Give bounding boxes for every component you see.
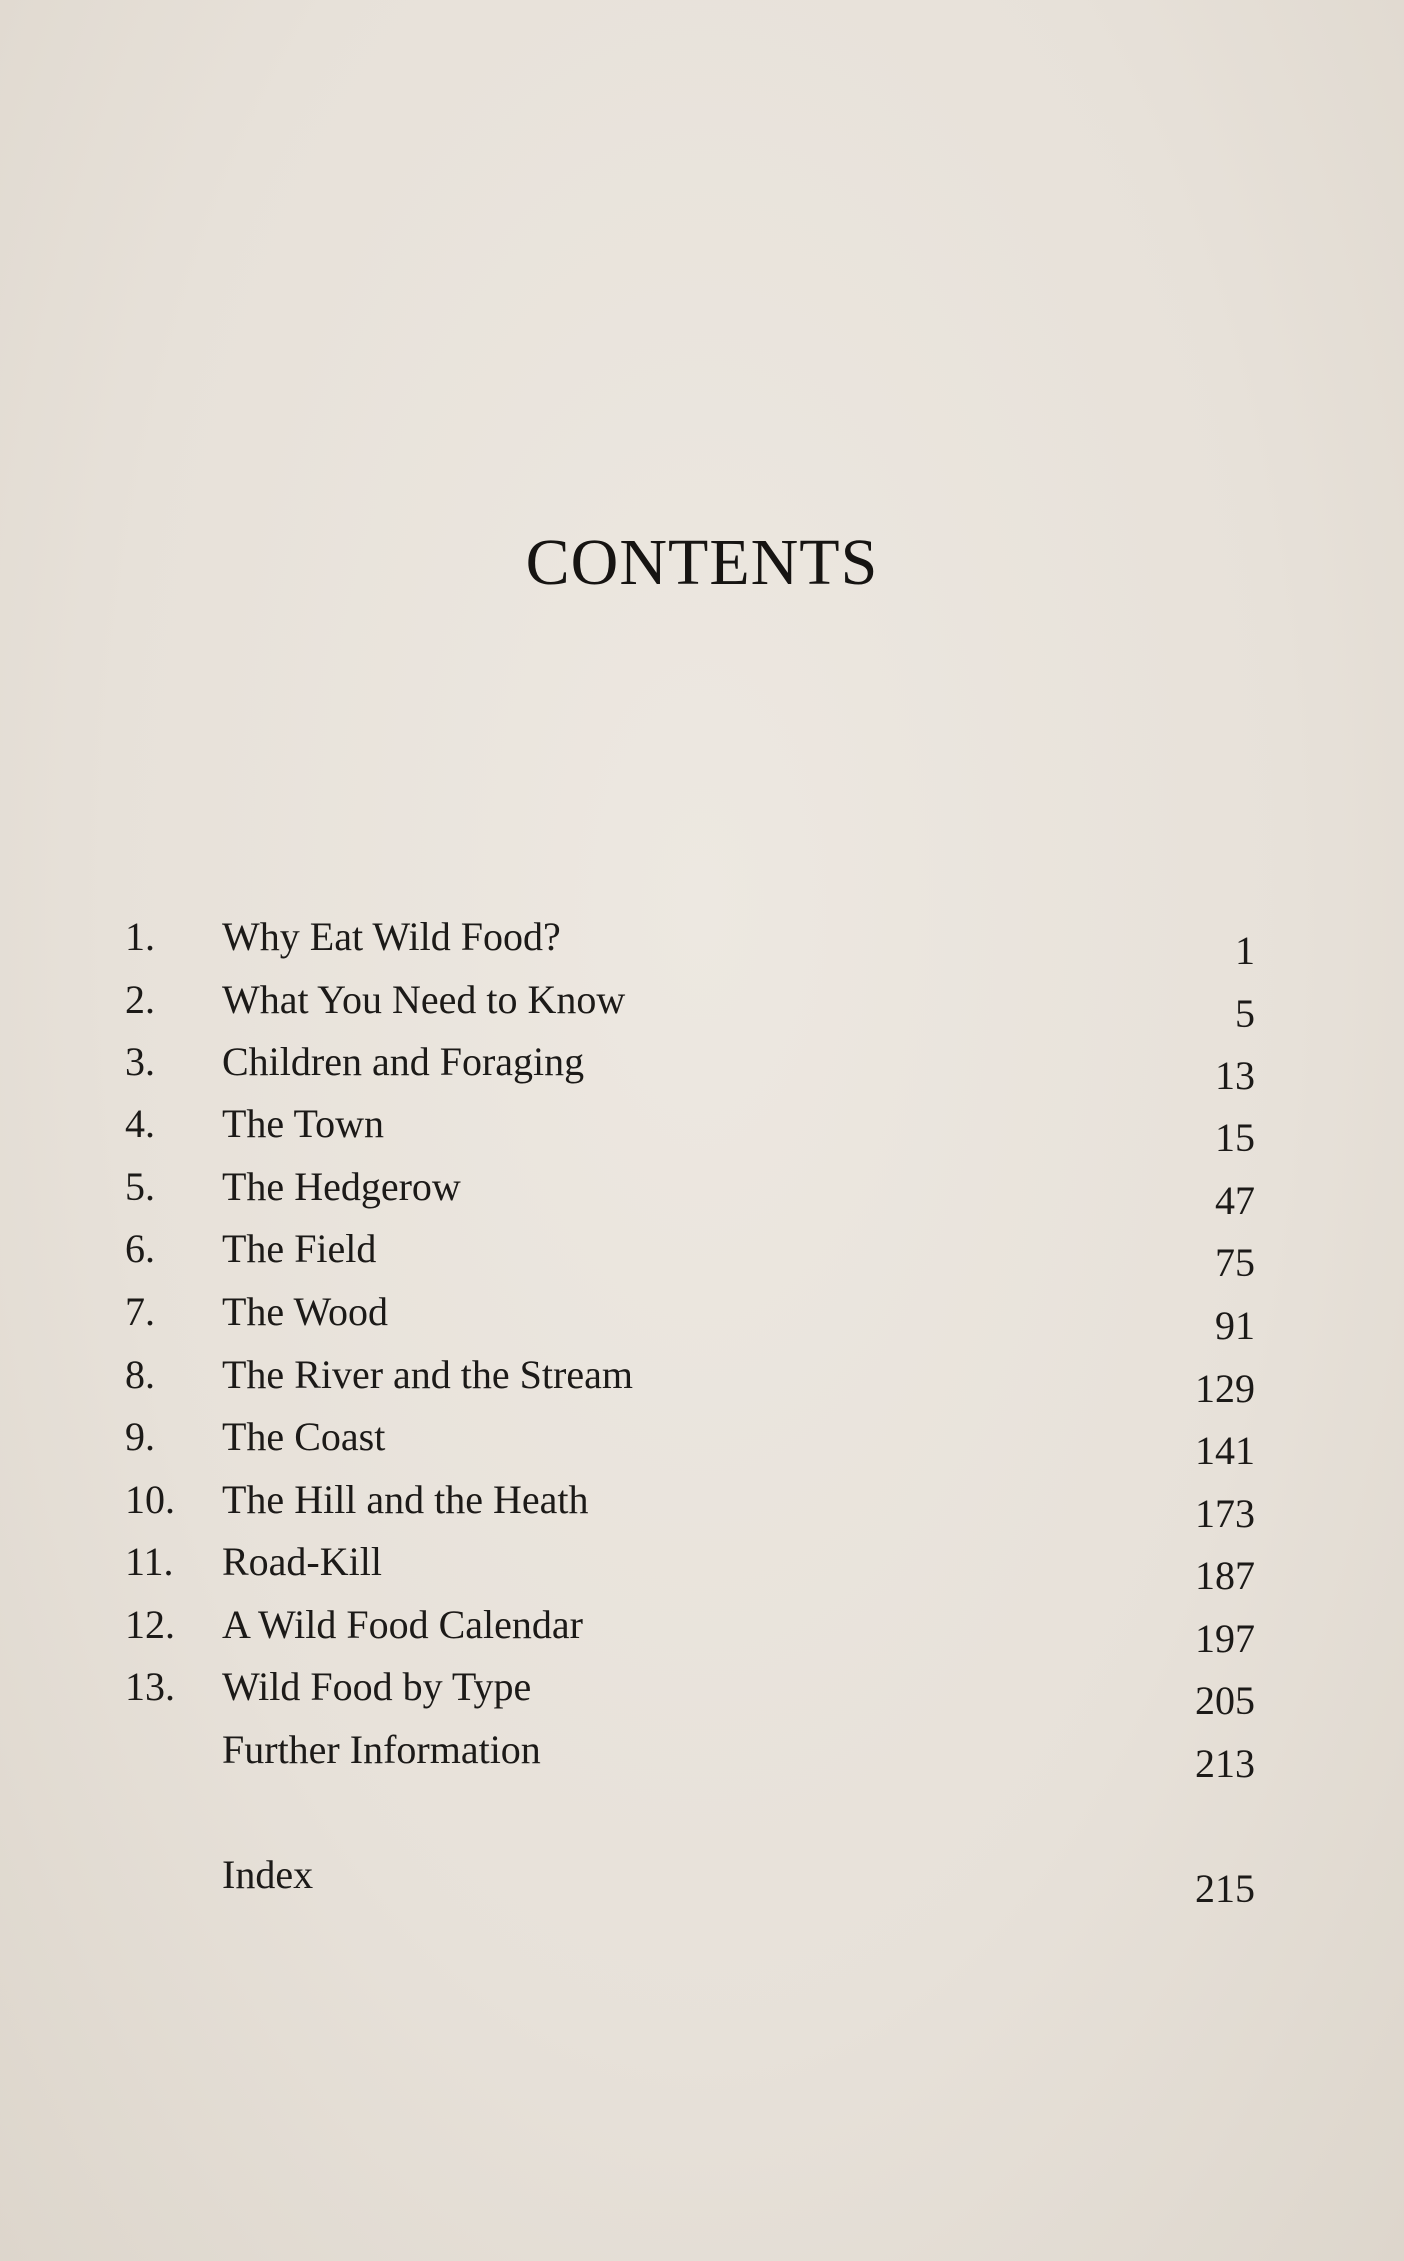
entry-page: 205: [1195, 1678, 1255, 1723]
entry-title: The Hill and the Heath: [222, 1477, 589, 1522]
entry-page: 5: [1235, 991, 1255, 1036]
entry-number: 2.: [125, 977, 155, 1022]
entry-page: 91: [1215, 1303, 1255, 1348]
entry-title: The Coast: [222, 1414, 386, 1459]
toc-entry: [125, 1345, 1255, 1411]
toc-entry: [125, 1845, 1255, 1911]
entry-page: 75: [1215, 1240, 1255, 1285]
entry-page: 13: [1215, 1053, 1255, 1098]
entry-page: 1: [1235, 928, 1255, 973]
page-title: CONTENTS: [525, 526, 879, 599]
entry-page: 173: [1195, 1491, 1255, 1536]
entry-page: 129: [1195, 1366, 1255, 1411]
entry-title: Children and Foraging: [222, 1039, 585, 1084]
entry-title: The River and the Stream: [222, 1352, 633, 1397]
entry-title: Index: [222, 1852, 314, 1897]
toc-entry: [125, 1720, 1255, 1786]
toc-entry: [125, 1532, 1255, 1598]
toc-entry: [125, 970, 1255, 1036]
toc-entry: [125, 1657, 1255, 1723]
entry-title: A Wild Food Calendar: [222, 1602, 583, 1647]
entry-number: 7.: [125, 1289, 155, 1334]
toc-entry: [125, 1094, 1255, 1160]
entry-number: 8.: [125, 1352, 155, 1397]
entry-number: 13.: [125, 1664, 175, 1709]
toc-entry: [125, 1407, 1255, 1473]
entry-page: 197: [1195, 1616, 1255, 1661]
entry-number: 5.: [125, 1164, 155, 1209]
entry-page: 213: [1195, 1741, 1255, 1786]
entry-title: The Town: [222, 1101, 384, 1146]
entry-page: 47: [1215, 1178, 1255, 1223]
toc-entry: [125, 1157, 1255, 1223]
entry-title: Wild Food by Type: [222, 1664, 532, 1709]
entry-page: 215: [1195, 1866, 1255, 1911]
entry-title: The Wood: [222, 1289, 389, 1334]
entry-number: 4.: [125, 1101, 155, 1146]
entry-title: Road-Kill: [222, 1539, 382, 1584]
toc-entry: [125, 1219, 1255, 1285]
entry-page: 15: [1215, 1115, 1255, 1160]
toc-entry: [125, 1595, 1255, 1661]
entry-number: 10.: [125, 1477, 175, 1522]
entry-number: 12.: [125, 1602, 175, 1647]
entry-title: Further Information: [222, 1727, 541, 1772]
entry-title: What You Need to Know: [222, 977, 626, 1022]
entry-title: Why Eat Wild Food?: [222, 914, 561, 959]
toc-entry: [125, 1282, 1255, 1348]
entry-page: 141: [1195, 1428, 1255, 1473]
entry-number: 6.: [125, 1226, 155, 1271]
toc-entry: [125, 907, 1255, 973]
entry-title: The Field: [222, 1226, 377, 1271]
toc-entry: [125, 1470, 1255, 1536]
entry-title: The Hedgerow: [222, 1164, 461, 1209]
entry-number: 1.: [125, 914, 155, 959]
entry-number: 9.: [125, 1414, 155, 1459]
toc-entry: [125, 1032, 1255, 1098]
entry-number: 3.: [125, 1039, 155, 1084]
entry-number: 11.: [125, 1539, 174, 1584]
entry-page: 187: [1195, 1553, 1255, 1598]
